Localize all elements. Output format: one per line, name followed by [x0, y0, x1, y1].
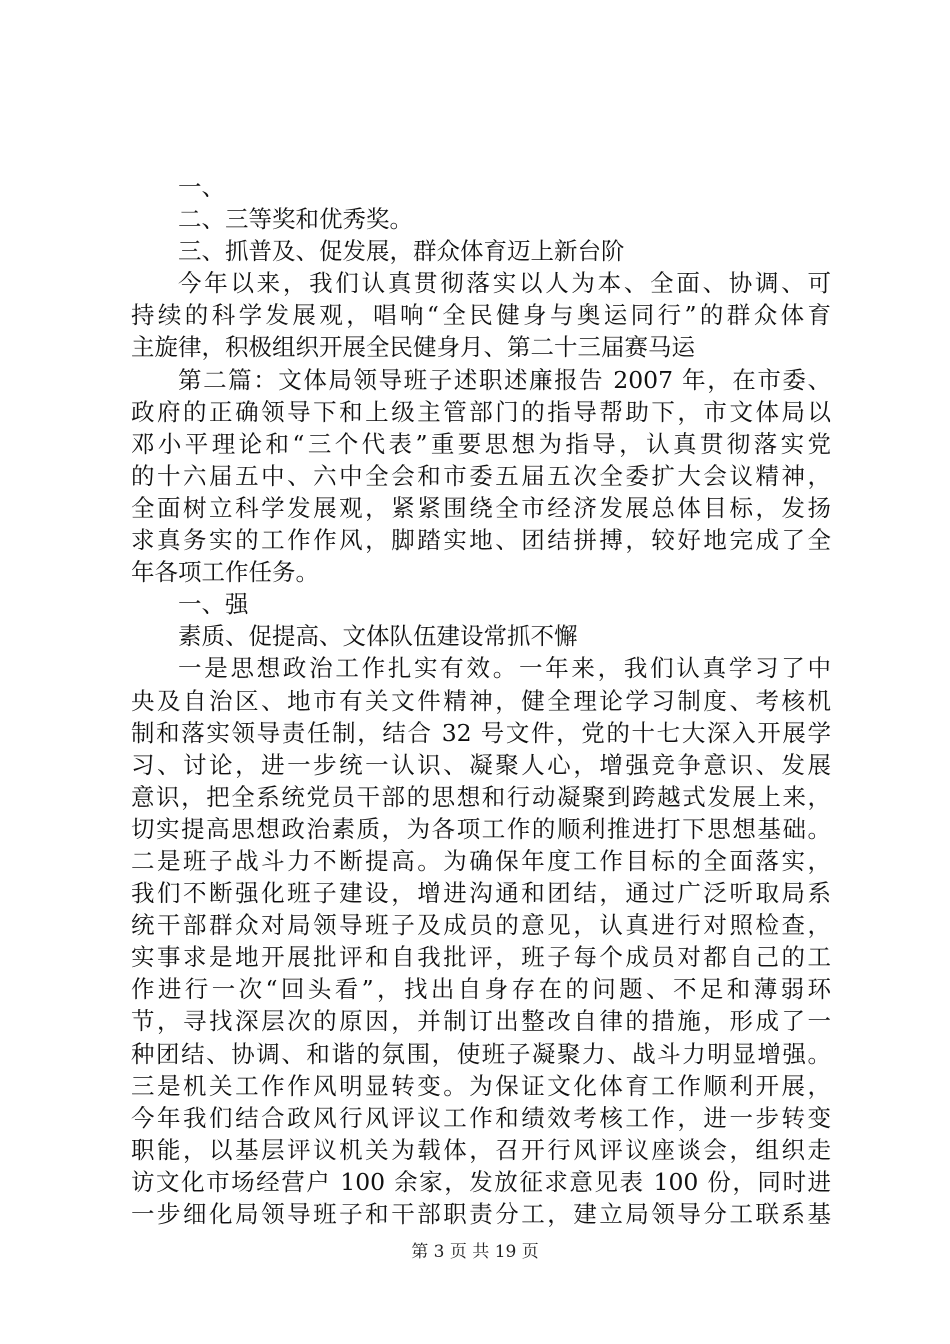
text-line: 央及自治区、地市有关文件精神，健全理论学习制度、考核机: [131, 686, 831, 715]
text-line: 制和落实领导责任制，结合 32 号文件，党的十七大深入开展学: [131, 718, 831, 747]
text-line: 统干部群众对局领导班子及成员的意见，认真进行对照检查，: [131, 911, 831, 940]
text-line: 节，寻找深层次的原因，并制订出整改自律的措施，形成了一: [131, 1007, 831, 1036]
text-line: 求真务实的工作作风，脚踏实地、团结拼搏，较好地完成了全: [131, 526, 831, 555]
text-line: 三是机关工作作风明显转变。为保证文化体育工作顺利开展，: [131, 1071, 831, 1100]
text-line: 第二篇：文体局领导班子述职述廉报告 2007 年，在市委、: [178, 365, 831, 394]
text-line: 意识，把全系统党员干部的思想和行动凝聚到跨越式发展上来，: [131, 782, 831, 811]
text-line: 二、三等奖和优秀奖。: [178, 205, 413, 234]
text-line: 种团结、协调、和谐的氛围，使班子凝聚力、战斗力明显增强。: [131, 1039, 831, 1068]
text-line: 一、: [178, 173, 225, 201]
text-line: 切实提高思想政治素质，为各项工作的顺利推进打下思想基础。: [131, 814, 831, 843]
text-line: 今年以来，我们认真贯彻落实以人为本、全面、协调、可: [178, 269, 831, 298]
text-line: 的十六届五中、六中全会和市委五届五次全委扩大会议精神，: [131, 461, 831, 490]
text-line: 我们不断强化班子建设，增进沟通和团结，通过广泛听取局系: [131, 879, 831, 908]
page-footer: 第 3 页 共 19 页: [411, 1242, 539, 1262]
text-line: 访文化市场经营户 100 余家，发放征求意见表 100 份，同时进: [131, 1167, 831, 1196]
text-line: 素质、促提高、文体队伍建设常抓不懈: [178, 622, 578, 651]
document-body: [131, 171, 831, 1230]
text-line: 今年我们结合政风行风评议工作和绩效考核工作，进一步转变: [131, 1103, 831, 1132]
text-line: 年各项工作任务。: [131, 558, 319, 587]
text-line: 政府的正确领导下和上级主管部门的指导帮助下，市文体局以: [131, 397, 831, 426]
text-line: 一是思想政治工作扎实有效。一年来，我们认真学习了中: [178, 654, 831, 683]
text-line: 持续的科学发展观，唱响“全民健身与奥运同行”的群众体育: [131, 301, 831, 330]
text-line: 职能，以基层评议机关为载体，召开行风评议座谈会，组织走: [131, 1135, 831, 1164]
text-line: 全面树立科学发展观，紧紧围绕全市经济发展总体目标，发扬: [131, 493, 831, 522]
text-line: 主旋律，积极组织开展全民健身月、第二十三届赛马运: [131, 333, 695, 362]
text-line: 实事求是地开展批评和自我批评，班子每个成员对都自己的工: [131, 943, 831, 972]
text-line: 作进行一次“回头看”，找出自身存在的问题、不足和薄弱环: [131, 975, 831, 1004]
text-line: 一步细化局领导班子和干部职责分工，建立局领导分工联系基: [131, 1200, 831, 1228]
text-line: 邓小平理论和“三个代表”重要思想为指导，认真贯彻落实党: [131, 429, 831, 458]
text-line: 二是班子战斗力不断提高。为确保年度工作目标的全面落实，: [131, 846, 831, 875]
text-line: 三、抓普及、促发展，群众体育迈上新台阶: [178, 237, 625, 266]
text-line: 一、强: [178, 590, 249, 619]
text-line: 习、讨论，进一步统一认识、凝聚人心，增强竞争意识、发展: [131, 750, 831, 779]
